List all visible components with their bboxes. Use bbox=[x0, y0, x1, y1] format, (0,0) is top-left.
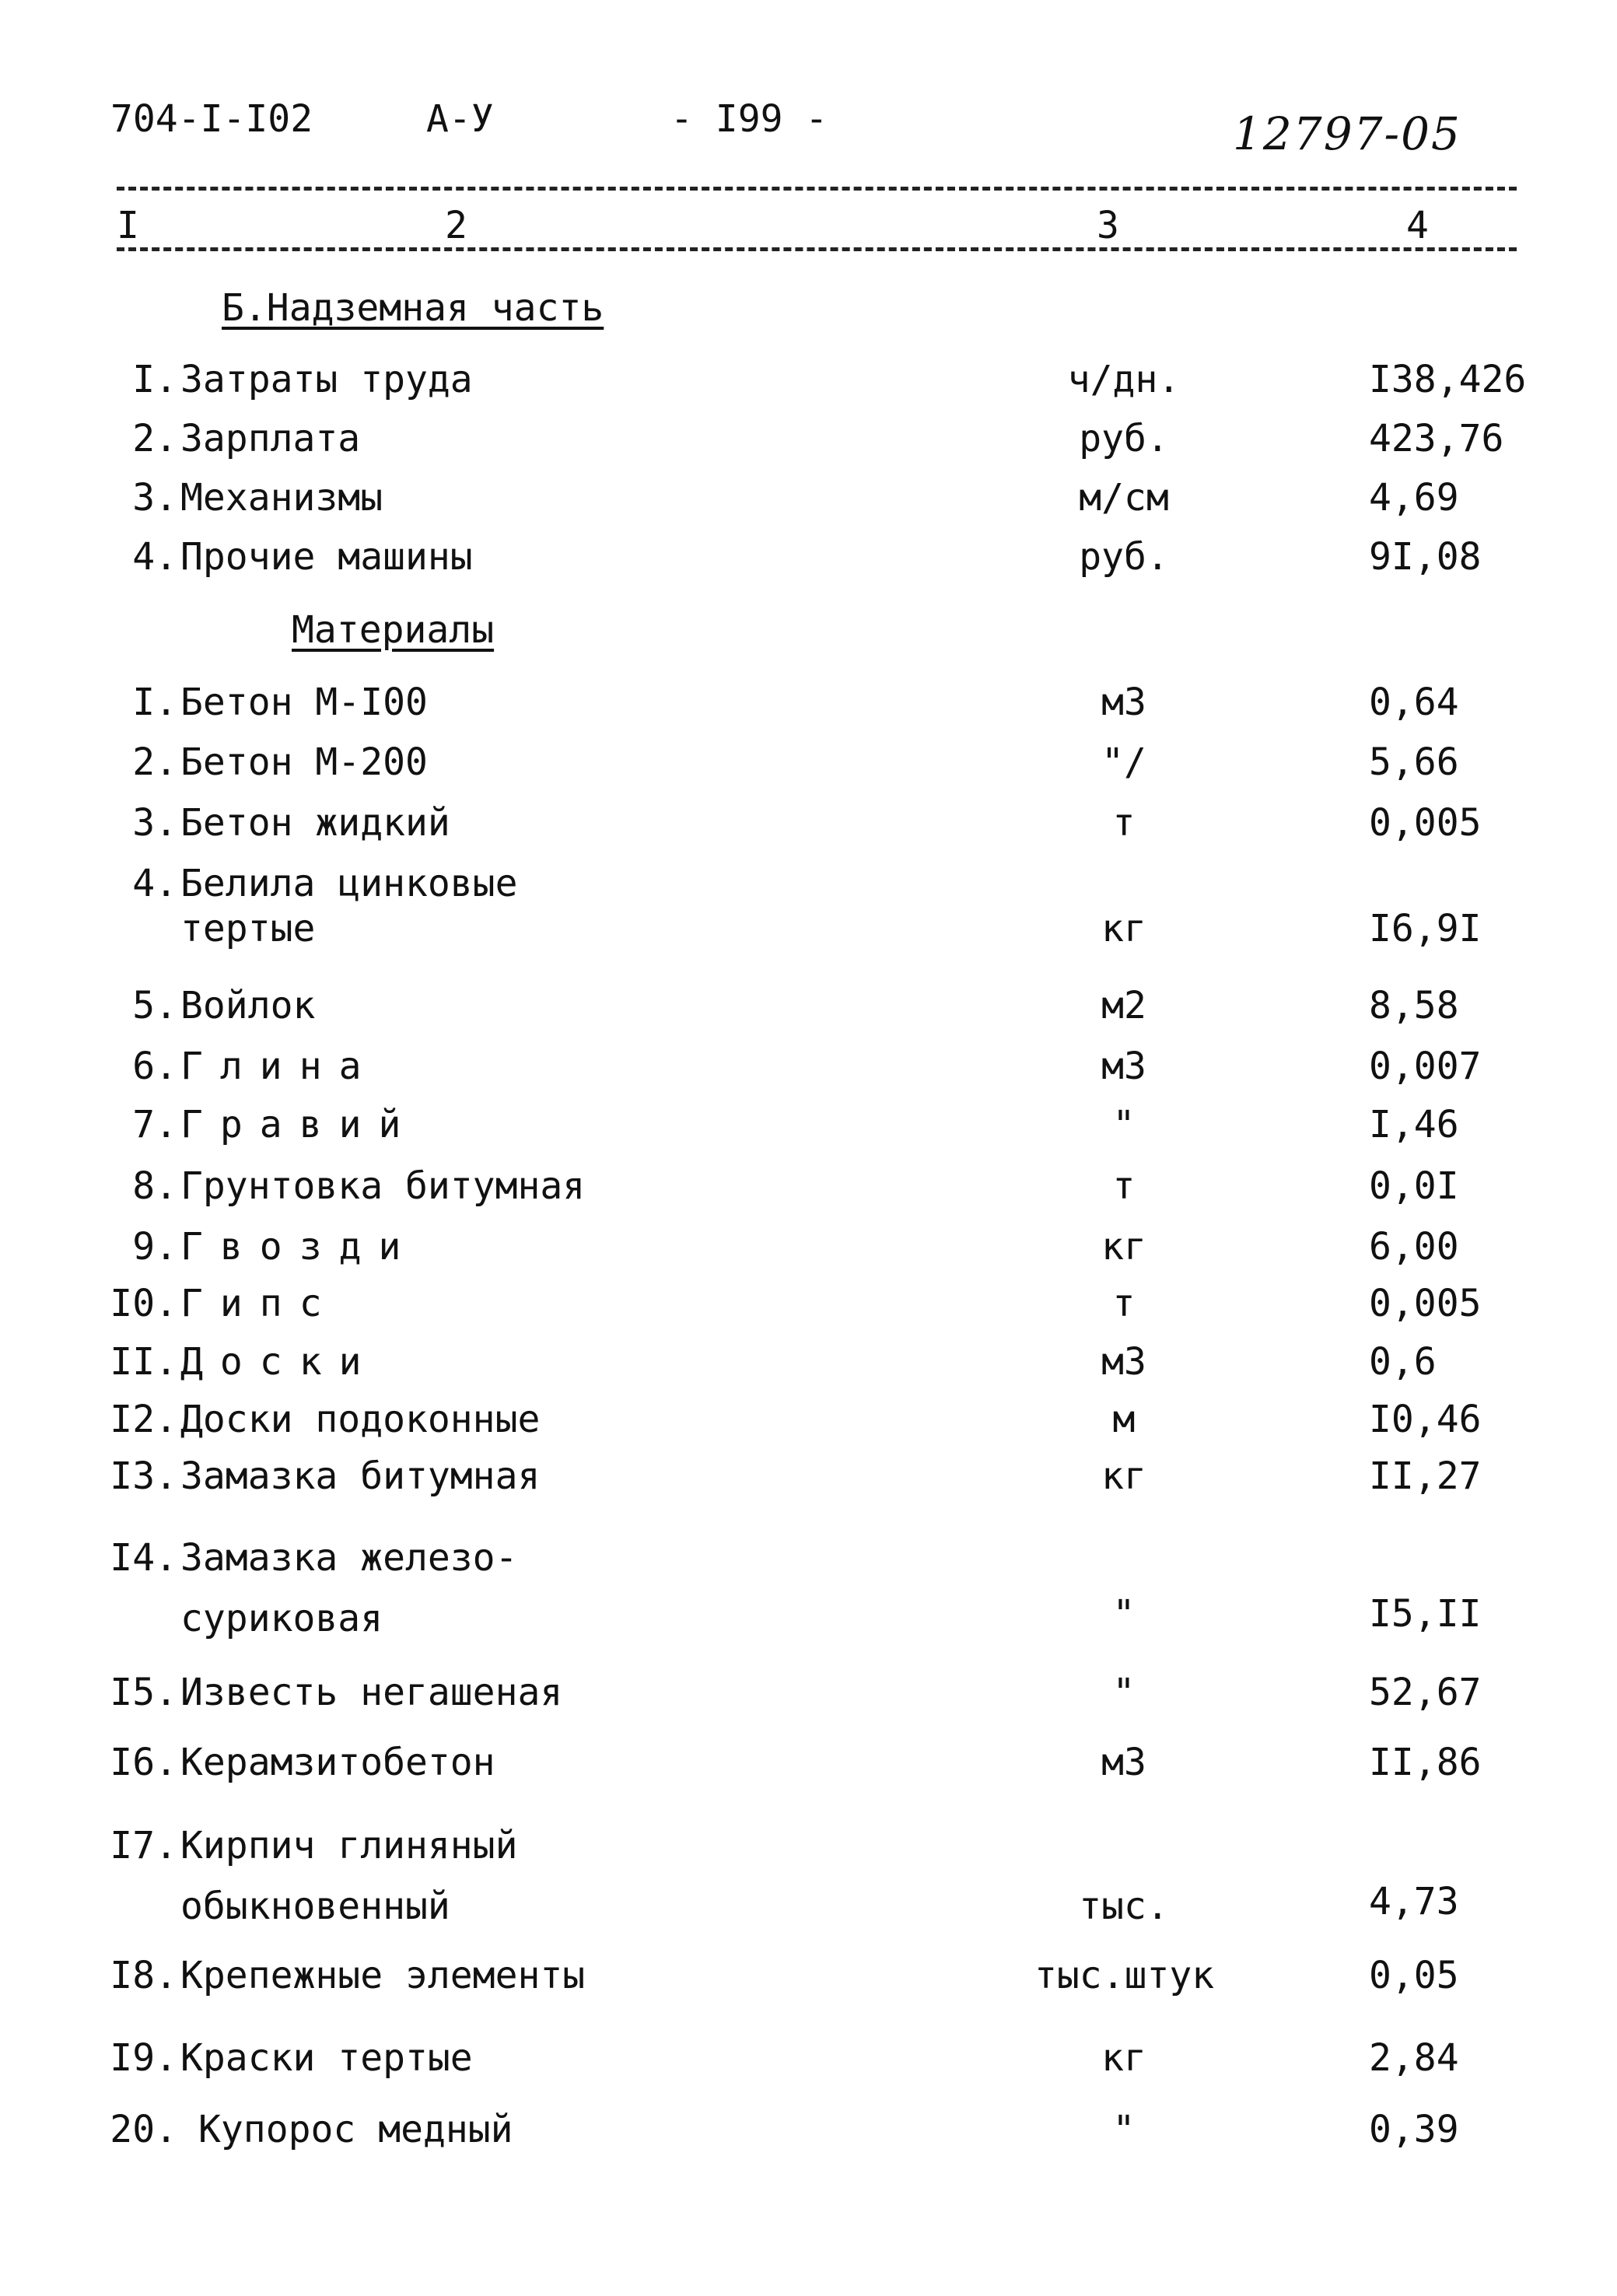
table-row bbox=[0, 358, 1617, 404]
row-value: I0,46 bbox=[1369, 1398, 1482, 1441]
table-row bbox=[0, 862, 1617, 963]
table-row bbox=[0, 984, 1617, 1031]
page-number: - I99 - bbox=[670, 97, 828, 141]
row-number: 4. bbox=[132, 535, 177, 579]
materials-title: Материалы bbox=[292, 608, 495, 652]
row-unit: м3 bbox=[1101, 1340, 1146, 1384]
table-row bbox=[0, 740, 1617, 787]
row-name: Известь негашеная bbox=[180, 1671, 563, 1714]
table-row bbox=[0, 1954, 1617, 2000]
section-title: Б.Надземная часть bbox=[222, 286, 604, 330]
table-row bbox=[0, 1741, 1617, 1787]
row-value: 0,6 bbox=[1369, 1340, 1437, 1384]
row-value: I38,426 bbox=[1369, 358, 1527, 401]
row-number: I. bbox=[132, 358, 177, 401]
row-value: 0,64 bbox=[1369, 681, 1459, 724]
row-unit: руб. bbox=[1079, 417, 1169, 460]
table-row bbox=[0, 535, 1617, 582]
row-name: Затраты труда bbox=[180, 358, 473, 401]
row-number: 2. bbox=[132, 417, 177, 460]
row-unit: м2 bbox=[1101, 984, 1146, 1027]
row-unit: кг bbox=[1101, 907, 1146, 950]
row-unit: кг bbox=[1101, 2036, 1146, 2080]
table-row bbox=[0, 1045, 1617, 1091]
row-name-continuation: суриковая bbox=[180, 1597, 383, 1640]
row-value: I,46 bbox=[1369, 1103, 1459, 1146]
row-value: 0,005 bbox=[1369, 1282, 1482, 1325]
row-value: 5,66 bbox=[1369, 740, 1459, 784]
row-name-continuation: тертые bbox=[180, 907, 316, 950]
row-number: I8. bbox=[110, 1954, 177, 1997]
row-value: 423,76 bbox=[1369, 417, 1504, 460]
row-number: 9. bbox=[132, 1225, 177, 1269]
row-number: 20. bbox=[110, 2108, 177, 2151]
row-name: Керамзитобетон bbox=[180, 1741, 495, 1784]
row-name: Белила цинковые bbox=[180, 862, 518, 905]
row-number: I9. bbox=[110, 2036, 177, 2080]
table-row bbox=[0, 2036, 1617, 2083]
row-value: II,27 bbox=[1369, 1454, 1482, 1498]
row-number: 6. bbox=[132, 1045, 177, 1088]
row-name: Замазка железо- bbox=[180, 1536, 518, 1580]
row-unit: " bbox=[1112, 1671, 1136, 1714]
dashed-divider-top bbox=[117, 187, 1517, 191]
row-number: 7. bbox=[132, 1103, 177, 1146]
row-unit: "/ bbox=[1101, 740, 1146, 784]
table-row bbox=[0, 801, 1617, 848]
dashed-divider-bottom bbox=[117, 247, 1517, 251]
row-value: 9I,08 bbox=[1369, 535, 1482, 579]
row-number: I0. bbox=[110, 1282, 177, 1325]
table-row bbox=[0, 417, 1617, 464]
row-unit: м3 bbox=[1101, 1741, 1146, 1784]
row-number: II. bbox=[110, 1340, 177, 1384]
row-unit: " bbox=[1112, 2108, 1136, 2151]
row-unit: тыс.штук bbox=[1034, 1954, 1215, 1997]
row-name: Кирпич глиняный bbox=[180, 1824, 518, 1867]
row-name: Зарплата bbox=[180, 417, 361, 460]
row-name: Купорос медный bbox=[198, 2108, 513, 2151]
row-number: 3. bbox=[132, 476, 177, 520]
table-row bbox=[0, 1340, 1617, 1387]
column-number-1: I bbox=[117, 204, 139, 247]
row-name: Бетон жидкий bbox=[180, 801, 450, 845]
table-row bbox=[0, 1398, 1617, 1444]
row-number: 3. bbox=[132, 801, 177, 845]
row-value: 0,0I bbox=[1369, 1164, 1459, 1208]
column-number-2: 2 bbox=[445, 204, 467, 247]
row-number: 5. bbox=[132, 984, 177, 1027]
row-name: Грунтовка битумная bbox=[180, 1164, 586, 1208]
row-name: Глина bbox=[180, 1045, 379, 1088]
row-value: 0,007 bbox=[1369, 1045, 1482, 1088]
row-number: I7. bbox=[110, 1824, 177, 1867]
row-name: Краски тертые bbox=[180, 2036, 473, 2080]
table-row bbox=[0, 2108, 1617, 2154]
table-row bbox=[0, 1282, 1617, 1328]
row-value: 0,005 bbox=[1369, 801, 1482, 845]
table-row bbox=[0, 1536, 1617, 1645]
row-value: 4,73 bbox=[1369, 1880, 1459, 1923]
table-row bbox=[0, 1164, 1617, 1211]
table-row bbox=[0, 1103, 1617, 1150]
row-number: I6. bbox=[110, 1741, 177, 1784]
row-unit: " bbox=[1112, 1103, 1136, 1146]
row-unit: т bbox=[1112, 1164, 1136, 1208]
row-unit: руб. bbox=[1079, 535, 1169, 579]
row-name: Гипс bbox=[180, 1282, 339, 1325]
row-name: Доски подоконные bbox=[180, 1398, 541, 1441]
row-name: Гравий bbox=[180, 1103, 418, 1146]
row-unit: т bbox=[1112, 801, 1136, 845]
column-number-4: 4 bbox=[1406, 204, 1429, 247]
row-value: 8,58 bbox=[1369, 984, 1459, 1027]
row-name: Прочие машины bbox=[180, 535, 473, 579]
row-name: Гвозди bbox=[180, 1225, 418, 1269]
row-unit: м bbox=[1112, 1398, 1136, 1441]
row-value: 4,69 bbox=[1369, 476, 1459, 520]
row-unit: м3 bbox=[1101, 1045, 1146, 1088]
row-number: 8. bbox=[132, 1164, 177, 1208]
row-value: I5,II bbox=[1369, 1592, 1482, 1636]
row-value: 52,67 bbox=[1369, 1671, 1482, 1714]
table-row bbox=[0, 1454, 1617, 1501]
row-name: Бетон М-200 bbox=[180, 740, 428, 784]
row-name: Крепежные элементы bbox=[180, 1954, 586, 1997]
row-number: 4. bbox=[132, 862, 177, 905]
album-code: А-У bbox=[426, 97, 494, 141]
row-unit: кг bbox=[1101, 1225, 1146, 1269]
row-value: 0,05 bbox=[1369, 1954, 1459, 1997]
row-value: 6,00 bbox=[1369, 1225, 1459, 1269]
row-value: 2,84 bbox=[1369, 2036, 1459, 2080]
row-unit: м/см bbox=[1079, 476, 1169, 520]
table-row bbox=[0, 1824, 1617, 1933]
row-number: I4. bbox=[110, 1536, 177, 1580]
row-unit: т bbox=[1112, 1282, 1136, 1325]
row-unit: тыс. bbox=[1079, 1885, 1169, 1928]
table-row bbox=[0, 1671, 1617, 1717]
table-row bbox=[0, 476, 1617, 523]
row-name-continuation: обыкновенный bbox=[180, 1885, 450, 1928]
row-unit: " bbox=[1112, 1592, 1136, 1636]
row-number: I5. bbox=[110, 1671, 177, 1714]
row-number: I. bbox=[132, 681, 177, 724]
row-unit: кг bbox=[1101, 1454, 1146, 1498]
row-name: Механизмы bbox=[180, 476, 383, 520]
row-value: II,86 bbox=[1369, 1741, 1482, 1784]
row-number: I3. bbox=[110, 1454, 177, 1498]
row-value: 0,39 bbox=[1369, 2108, 1459, 2151]
document-code: 704-I-I02 bbox=[110, 97, 313, 141]
row-number: 2. bbox=[132, 740, 177, 784]
handwritten-number: 12797-05 bbox=[1233, 107, 1461, 160]
row-unit: ч/дн. bbox=[1067, 358, 1181, 401]
row-name: Доски bbox=[180, 1340, 379, 1384]
row-name: Бетон М-I00 bbox=[180, 681, 428, 724]
row-number: I2. bbox=[110, 1398, 177, 1441]
row-name: Войлок bbox=[180, 984, 316, 1027]
column-number-3: 3 bbox=[1097, 204, 1119, 247]
row-unit: м3 bbox=[1101, 681, 1146, 724]
row-value: I6,9I bbox=[1369, 907, 1482, 950]
row-name: Замазка битумная bbox=[180, 1454, 541, 1498]
table-row bbox=[0, 1225, 1617, 1272]
table-row bbox=[0, 681, 1617, 727]
